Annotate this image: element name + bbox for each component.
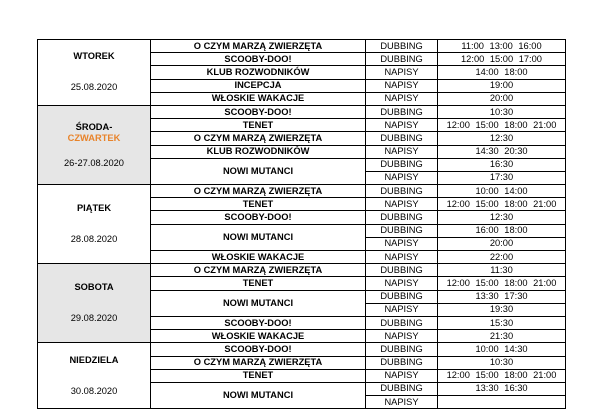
version-cell: DUBBING	[366, 356, 438, 369]
day-name-text: PIĄTEK	[76, 203, 112, 214]
day-cell	[38, 264, 151, 343]
version-cell: DUBBING	[366, 158, 438, 171]
times-cell: 10:30	[438, 105, 566, 118]
times-cell: 14:00 18:00	[438, 66, 566, 79]
version-cell: DUBBING	[366, 211, 438, 224]
times-cell: 11:30	[438, 264, 566, 277]
version-cell: DUBBING	[366, 343, 438, 356]
version-cell: NAPISY	[366, 396, 438, 409]
film-title: SCOOBY-DOO!	[151, 105, 366, 118]
times-cell: 19:00	[438, 79, 566, 92]
day-name-text: WTOREK	[73, 51, 115, 62]
film-title: SCOOBY-DOO!	[151, 53, 366, 66]
version-cell: NAPISY	[366, 79, 438, 92]
film-title: NOWI MUTANCI	[151, 290, 366, 316]
day-name-text: SOBOTA	[74, 282, 114, 293]
day-cell	[38, 40, 151, 106]
times-cell: 14:30 20:30	[438, 145, 566, 158]
version-cell: DUBBING	[366, 382, 438, 395]
film-title: O CZYM MARZĄ ZWIERZĘTA	[151, 264, 366, 277]
film-title: TENET	[151, 369, 366, 382]
day-date: 26-27.08.2020	[64, 157, 124, 168]
times-cell: 17:30	[438, 171, 566, 184]
times-cell: 16:30	[438, 158, 566, 171]
times-cell: 10:00 14:30	[438, 343, 566, 356]
film-title: O CZYM MARZĄ ZWIERZĘTA	[151, 185, 366, 198]
version-cell: DUBBING	[366, 224, 438, 237]
film-title: KLUB ROZWODNIKÓW	[151, 66, 366, 79]
table-row	[38, 105, 566, 118]
times-cell: 20:00	[438, 237, 566, 250]
day-name	[38, 282, 150, 293]
times-cell: 20:00	[438, 92, 566, 105]
schedule-body	[38, 40, 566, 409]
version-cell: NAPISY	[366, 330, 438, 343]
day-name	[38, 51, 150, 62]
times-cell: 22:00	[438, 251, 566, 264]
schedule-table	[37, 39, 566, 409]
version-cell: NAPISY	[366, 171, 438, 184]
film-title: SCOOBY-DOO!	[151, 211, 366, 224]
film-title: O CZYM MARZĄ ZWIERZĘTA	[151, 132, 366, 145]
times-cell: 12:00 15:00 18:00 21:00	[438, 277, 566, 290]
version-cell: DUBBING	[366, 316, 438, 329]
day-name	[38, 355, 150, 366]
film-title: INCEPCJA	[151, 79, 366, 92]
film-title: TENET	[151, 277, 366, 290]
version-cell: NAPISY	[366, 92, 438, 105]
version-cell: DUBBING	[366, 185, 438, 198]
times-cell: 12:00 15:00 18:00 21:00	[438, 369, 566, 382]
day-name	[38, 122, 150, 144]
times-cell: 12:00 15:00 18:00 21:00	[438, 119, 566, 132]
film-title: KLUB ROZWODNIKÓW	[151, 145, 366, 158]
version-cell: DUBBING	[366, 132, 438, 145]
version-cell: DUBBING	[366, 290, 438, 303]
day-cell	[38, 105, 151, 184]
film-title: WŁOSKIE WAKACJE	[151, 251, 366, 264]
day-date: 30.08.2020	[70, 385, 118, 396]
version-cell: NAPISY	[366, 145, 438, 158]
table-row	[38, 264, 566, 277]
version-cell: DUBBING	[366, 105, 438, 118]
day-date: 28.08.2020	[70, 234, 118, 245]
times-cell: 21:30	[438, 330, 566, 343]
times-cell: 15:30	[438, 316, 566, 329]
film-title: NOWI MUTANCI	[151, 224, 366, 250]
times-cell: 13:30 17:30	[438, 290, 566, 303]
film-title: SCOOBY-DOO!	[151, 343, 366, 356]
times-cell: 19:30	[438, 303, 566, 316]
version-cell: NAPISY	[366, 303, 438, 316]
table-row	[38, 343, 566, 356]
times-cell: 12:00 15:00 17:00	[438, 53, 566, 66]
film-title: SCOOBY-DOO!	[151, 316, 366, 329]
film-title: NOWI MUTANCI	[151, 382, 366, 408]
version-cell: NAPISY	[366, 369, 438, 382]
day-cell	[38, 185, 151, 264]
times-cell: 12:00 15:00 18:00 21:00	[438, 198, 566, 211]
times-cell: 12:30	[438, 132, 566, 145]
film-title: NOWI MUTANCI	[151, 158, 366, 184]
version-cell: DUBBING	[366, 264, 438, 277]
times-cell: 13:30 16:30	[438, 382, 566, 395]
film-title: TENET	[151, 198, 366, 211]
day-name-text: ŚRODA-	[75, 121, 113, 132]
day-name	[38, 203, 150, 214]
version-cell: NAPISY	[366, 251, 438, 264]
day-cell	[38, 343, 151, 409]
times-cell: 12:30	[438, 211, 566, 224]
day-name-accent: CZWARTEK	[67, 132, 121, 143]
version-cell: NAPISY	[366, 237, 438, 250]
times-cell: 10:00 14:00	[438, 185, 566, 198]
film-title: WŁOSKIE WAKACJE	[151, 92, 366, 105]
times-cell: 11:00 13:00 16:00	[438, 40, 566, 53]
day-date: 25.08.2020	[70, 82, 118, 93]
day-date: 29.08.2020	[70, 313, 118, 324]
film-title: O CZYM MARZĄ ZWIERZĘTA	[151, 356, 366, 369]
version-cell: NAPISY	[366, 198, 438, 211]
film-title: TENET	[151, 119, 366, 132]
times-cell: 16:00 18:00	[438, 224, 566, 237]
version-cell: DUBBING	[366, 53, 438, 66]
film-title: O CZYM MARZĄ ZWIERZĘTA	[151, 40, 366, 53]
version-cell: DUBBING	[366, 40, 438, 53]
version-cell: NAPISY	[366, 119, 438, 132]
times-cell	[438, 396, 566, 409]
times-cell: 10:30	[438, 356, 566, 369]
table-row	[38, 40, 566, 53]
version-cell: NAPISY	[366, 66, 438, 79]
day-name-text: NIEDZIELA	[69, 354, 119, 365]
version-cell: NAPISY	[366, 277, 438, 290]
table-row	[38, 185, 566, 198]
film-title: WŁOSKIE WAKACJE	[151, 330, 366, 343]
